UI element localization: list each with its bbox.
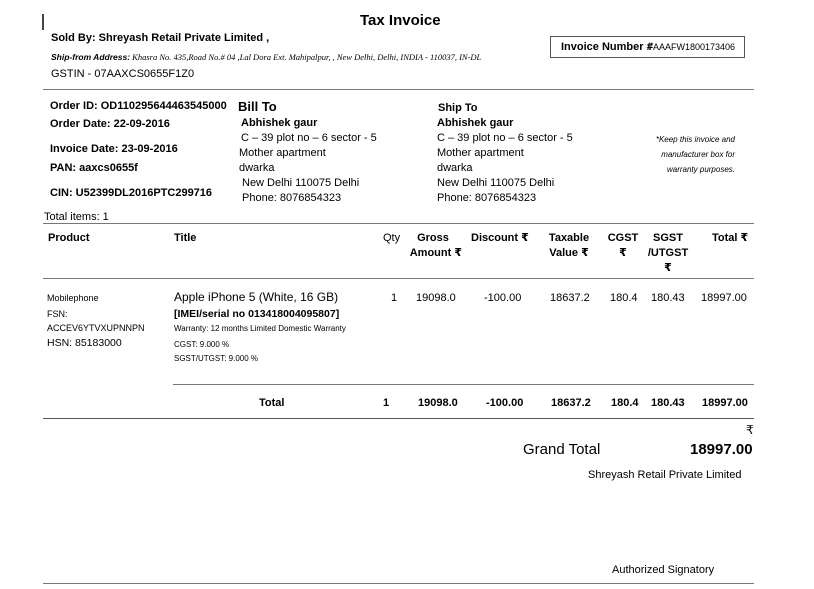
totals-label: Total <box>259 397 285 409</box>
header-sgst-line1: SGST <box>653 232 683 244</box>
page-title: Tax Invoice <box>360 12 441 29</box>
header-total: Total ₹ <box>712 232 749 244</box>
ship-to-name: Abhishek gaur <box>437 117 514 129</box>
divider-table-top <box>43 223 754 224</box>
divider-table-bottom <box>43 418 754 419</box>
ship-to-heading: Ship To <box>438 102 478 114</box>
divider-totals-top <box>173 384 754 385</box>
bill-to-heading: Bill To <box>238 99 277 114</box>
header-taxable-line2: Value ₹ <box>549 247 589 259</box>
row-hsn: HSN: 85183000 <box>47 337 122 349</box>
divider-header <box>43 89 754 90</box>
row-warranty: Warranty: 12 months Limited Domestic Warranty <box>174 324 346 333</box>
totals-gross: 19098.0 <box>418 397 458 409</box>
ship-from-address <box>51 52 481 62</box>
header-discount: Discount ₹ <box>471 232 529 244</box>
header-cgst-line1: CGST <box>607 232 639 244</box>
row-sgst: 180.43 <box>651 292 685 304</box>
row-product: Mobilephone <box>47 293 99 303</box>
order-date: Order Date: 22-09-2016 <box>50 118 170 130</box>
left-margin-bar <box>42 14 44 30</box>
header-gross-line1: Gross <box>417 232 449 244</box>
order-id: Order ID: OD110295644463545000 <box>50 100 227 112</box>
grand-total-value: 18997.00 <box>690 441 753 458</box>
warranty-note <box>600 132 735 177</box>
header-cgst <box>606 231 640 261</box>
ship-to-line1: C – 39 plot no – 6 sector - 5 <box>437 132 573 144</box>
divider-footer <box>43 583 754 584</box>
totals-taxable: 18637.2 <box>551 397 591 409</box>
warranty-note-line1: *Keep this invoice and <box>655 135 735 144</box>
header-taxable-line1: Taxable <box>548 232 590 244</box>
row-gross: 19098.0 <box>416 292 456 304</box>
gstin: GSTIN - 07AAXCS0655F1Z0 <box>51 68 195 80</box>
header-product: Product <box>48 232 90 244</box>
cin: CIN: U52399DL2016PTC299716 <box>50 187 213 199</box>
row-total: 18997.00 <box>701 292 747 304</box>
warranty-note-line3: warranty purposes. <box>666 165 735 174</box>
pan: PAN: aaxcs0655f <box>50 162 138 174</box>
row-fsn-label: FSN: <box>47 309 68 319</box>
bill-to-phone: Phone: 8076854323 <box>242 192 342 204</box>
row-imei: [IMEI/serial no 013418004095807] <box>174 308 340 320</box>
authorized-signatory: Authorized Signatory <box>612 564 715 576</box>
header-taxable <box>544 231 594 261</box>
ship-to-line2: Mother apartment <box>437 147 524 159</box>
row-title: Apple iPhone 5 (White, 16 GB) <box>174 290 339 304</box>
header-title: Title <box>174 232 197 244</box>
total-items: Total items: 1 <box>44 211 109 223</box>
row-discount: -100.00 <box>484 292 522 304</box>
totals-cgst: 180.4 <box>611 397 639 409</box>
invoice-number-label: Invoice Number # <box>561 41 653 53</box>
row-fsn: ACCEV6YTVXUPNNPN <box>47 323 145 333</box>
bill-to-line2: Mother apartment <box>239 147 326 159</box>
header-cgst-line2: ₹ <box>619 247 627 259</box>
bill-to-name: Abhishek gaur <box>241 117 318 129</box>
divider-header-row <box>43 278 754 279</box>
header-sgst <box>645 231 691 276</box>
ship-to-line4: New Delhi 110075 Delhi <box>437 177 555 189</box>
totals-sgst: 180.43 <box>651 397 685 409</box>
header-qty: Qty <box>383 232 401 244</box>
invoice-number-box <box>550 36 745 58</box>
row-cgst: 180.4 <box>610 292 638 304</box>
warranty-note-line2: manufacturer box for <box>661 150 735 159</box>
grand-total-label: Grand Total <box>523 441 601 458</box>
header-gross <box>404 231 462 261</box>
totals-total: 18997.00 <box>702 397 748 409</box>
totals-qty: 1 <box>383 397 390 409</box>
header-gross-line2: Amount ₹ <box>409 247 462 259</box>
ship-from-label: Ship-from Address: <box>51 52 131 62</box>
row-cgst-rate: CGST: 9.000 % <box>174 340 230 349</box>
ship-to-line3: dwarka <box>437 162 473 174</box>
bill-to-line3: dwarka <box>239 162 275 174</box>
totals-discount: -100.00 <box>486 397 524 409</box>
rupee-symbol: ₹ <box>746 423 754 437</box>
header-sgst-line2: /UTGST <box>647 247 689 259</box>
header-sgst-line3: ₹ <box>664 262 672 274</box>
invoice-number-value: FAAAFW1800173406 <box>648 42 736 52</box>
bill-to-line4: New Delhi 110075 Delhi <box>242 177 360 189</box>
row-qty: 1 <box>391 292 398 304</box>
bill-to-line1: C – 39 plot no – 6 sector - 5 <box>241 132 377 144</box>
row-taxable: 18637.2 <box>550 292 590 304</box>
ship-to-phone: Phone: 8076854323 <box>437 192 537 204</box>
invoice-date: Invoice Date: 23-09-2016 <box>50 143 178 155</box>
row-sgst-rate: SGST/UTGST: 9.000 % <box>174 354 259 363</box>
company-name: Shreyash Retail Private Limited <box>588 469 742 481</box>
ship-from-value: Khasra No. 435,Road No.# 04 ,Lal Dora Ext. Mahipalpur, , New Delhi, Delhi, INDIA - 110037, IN-DL <box>132 52 482 62</box>
sold-by: Sold By: Shreyash Retail Private Limited , <box>51 32 270 44</box>
